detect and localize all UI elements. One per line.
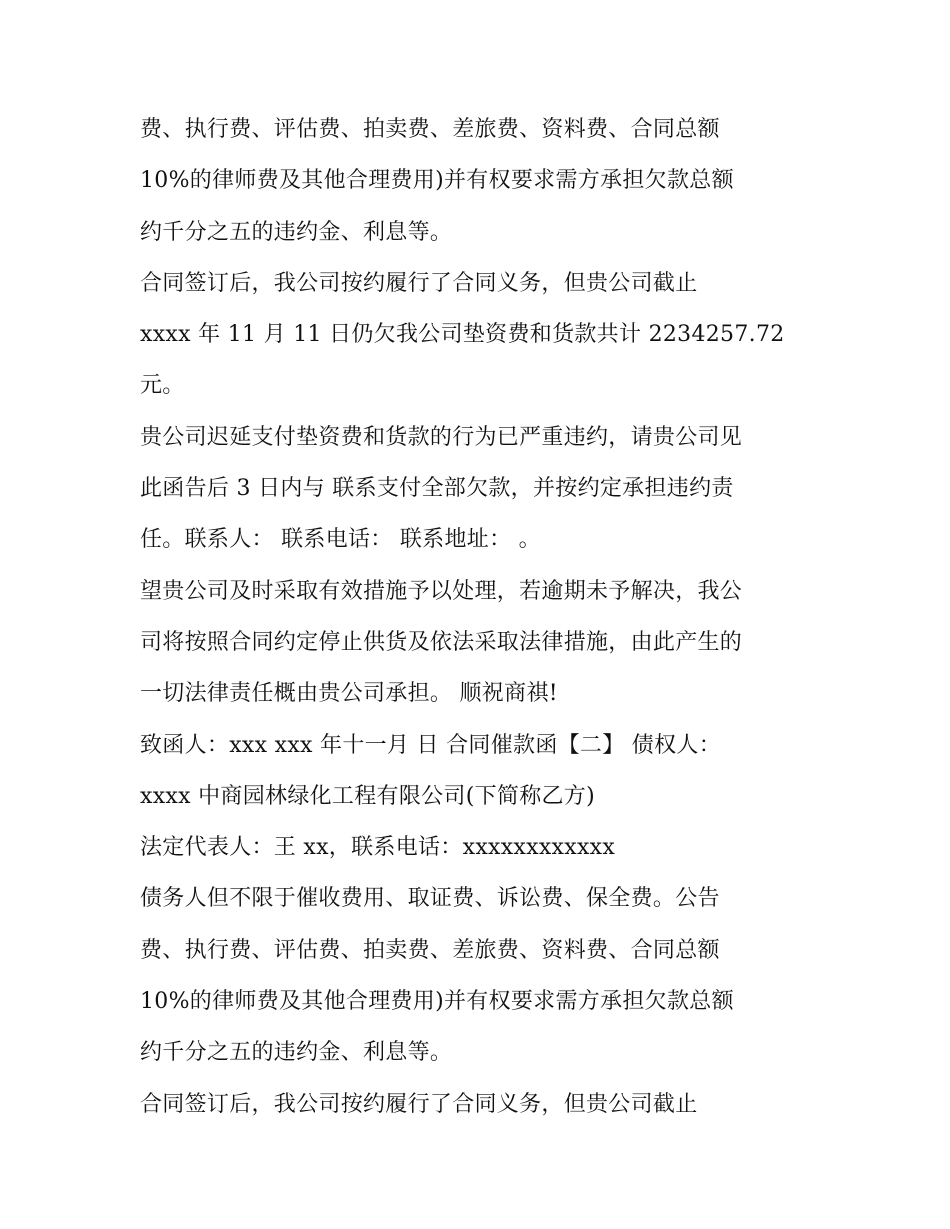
text-line: xxxx 中商园林绿化工程有限公司(下简称乙方) <box>140 783 595 809</box>
text-line: 费、执行费、评估费、拍卖费、差旅费、资料费、合同总额 <box>140 117 720 142</box>
text-line: 望贵公司及时采取有效措施予以处理，若逾期未予解决，我公 <box>140 578 743 604</box>
text-line: 费、执行费、评估费、拍卖费、差旅费、资料费、合同总额 <box>140 937 720 963</box>
text-line: 10%的律师费及其他合理费用)并有权要求需方承担欠款总额 <box>140 168 734 194</box>
text-line: xxxx 年 11 月 11 日仍欠我公司垫资费和货款共计 2234257.72 <box>140 322 785 348</box>
text-line: 司将按照合同约定停止供货及依法采取法律措施，由此产生的 <box>140 629 743 655</box>
text-line: 任。联系人： 联系电话： 联系地址： 。 <box>140 527 541 553</box>
text-line: 合同签订后，我公司按约履行了合同义务，但贵公司截止 <box>140 270 698 296</box>
text-line: 法定代表人：王 xx，联系电话：xxxxxxxxxxxx <box>140 835 616 861</box>
text-line: 合同签订后，我公司按约履行了合同义务，但贵公司截止 <box>140 1091 698 1117</box>
text-line: 债务人但不限于催收费用、取证费、诉讼费、保全费。公告 <box>140 886 720 912</box>
text-line: 致函人：xxx xxx 年十一月 日 合同催款函【二】 债权人： <box>140 732 722 758</box>
text-line: 约千分之五的违约金、利息等。 <box>140 219 453 245</box>
text-line: 一切法律责任概由贵公司承担。 顺祝商祺! <box>140 681 558 707</box>
text-line: 贵公司迟延支付垫资费和货款的行为已严重违约，请贵公司见 <box>140 424 743 450</box>
text-line: 约千分之五的违约金、利息等。 <box>140 1040 453 1066</box>
text-line: 此函告后 3 日内与 联系支付全部欠款，并按约定承担违约责 <box>140 476 734 502</box>
text-line: 元。 <box>140 373 185 399</box>
document-body <box>140 104 830 1130</box>
text-line: 10%的律师费及其他合理费用)并有权要求需方承担欠款总额 <box>140 989 734 1015</box>
